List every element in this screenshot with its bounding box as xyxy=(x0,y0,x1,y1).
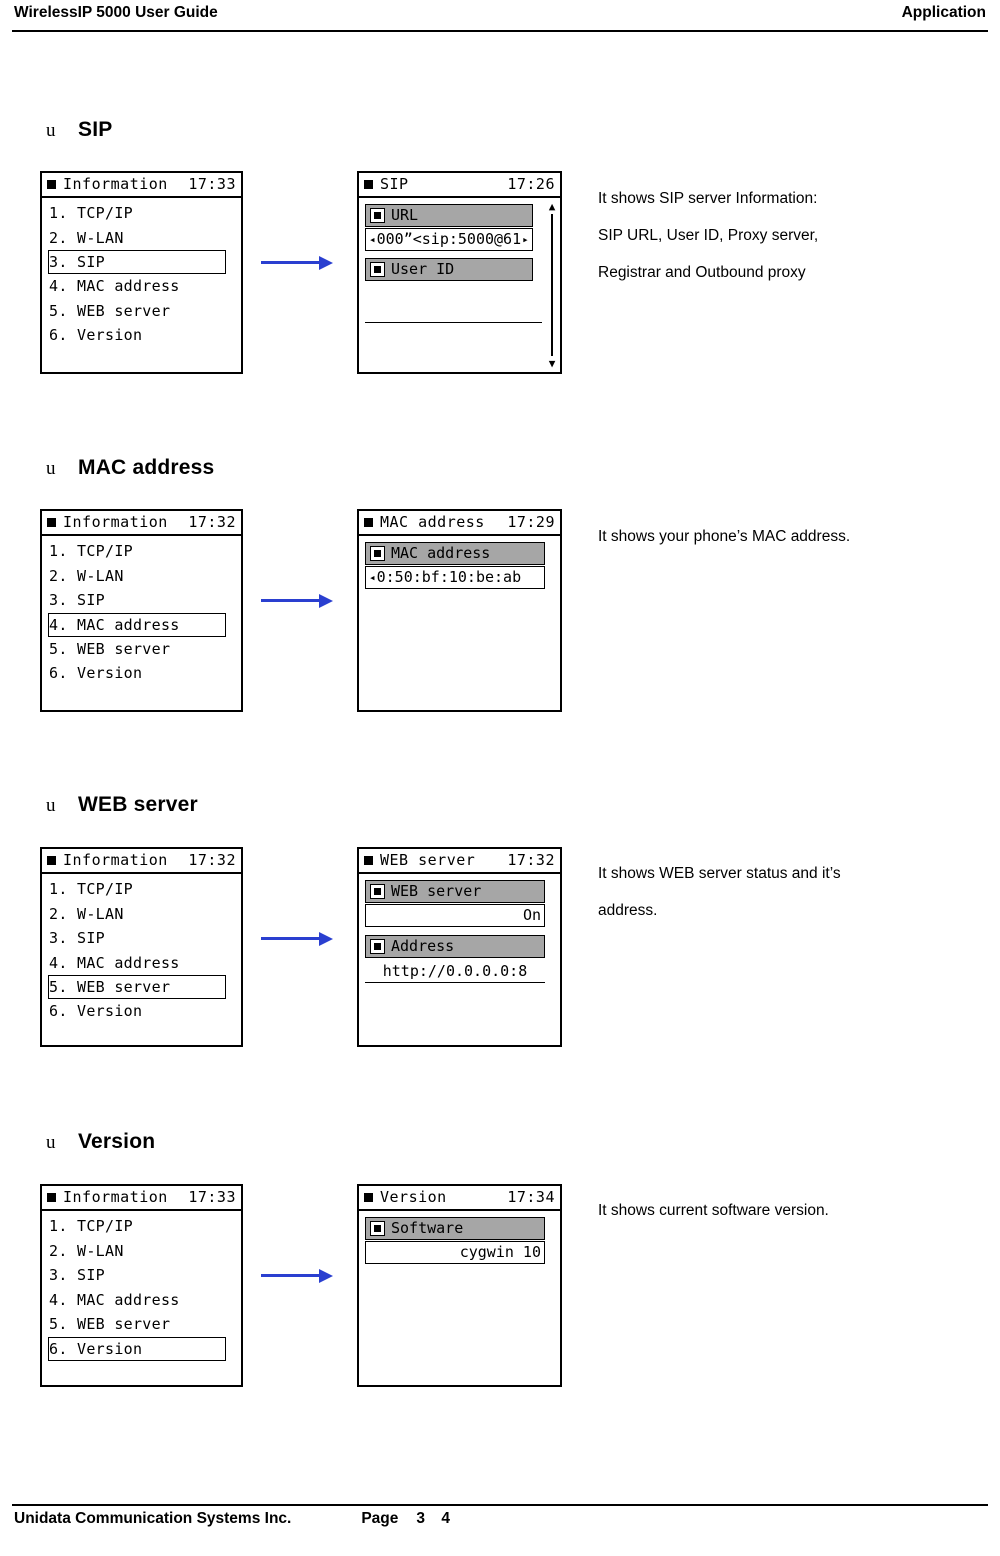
field-label-text: Address xyxy=(391,937,455,955)
field-value-web-server-status[interactable] xyxy=(365,904,545,927)
lcd-menu-list xyxy=(42,536,241,686)
description-line: It shows SIP server Information: xyxy=(598,190,818,207)
menu-item[interactable]: 5. WEB server xyxy=(49,639,171,658)
checkbox-icon xyxy=(370,262,385,277)
footer-page-label: Page xyxy=(361,1510,399,1527)
description-mac-address xyxy=(598,518,978,555)
description-line: Registrar and Outbound proxy xyxy=(598,264,806,281)
description-line: It shows current software version. xyxy=(598,1202,829,1219)
section-heading-sip xyxy=(38,118,112,142)
lcd-field-list xyxy=(359,1211,560,1264)
field-value-text: http://0.0.0.0:8 xyxy=(382,962,528,980)
lcd-title-text: SIP xyxy=(380,175,409,193)
bullet-icon: u xyxy=(46,1132,56,1153)
description-version xyxy=(598,1192,978,1229)
lcd-titlebar xyxy=(359,849,560,874)
lcd-web-server-detail xyxy=(357,847,562,1047)
menu-item[interactable]: 1. TCP/IP xyxy=(49,204,133,222)
square-icon xyxy=(364,180,373,189)
scroll-down-icon[interactable]: ▼ xyxy=(548,357,556,370)
description-line: It shows your phone’s MAC address. xyxy=(598,528,851,545)
lcd-title-text: Information xyxy=(63,851,168,869)
description-line: It shows WEB server status and it’s xyxy=(598,865,841,882)
checkbox-icon xyxy=(370,884,385,899)
square-icon xyxy=(364,1193,373,1202)
field-value-address[interactable] xyxy=(365,961,545,983)
lcd-clock: 17:26 xyxy=(507,175,555,193)
lcd-information-menu-web xyxy=(40,847,243,1047)
lcd-menu-list xyxy=(42,198,241,348)
flow-arrow-icon xyxy=(261,1269,333,1283)
footer-page-number: 3 4 xyxy=(416,1510,456,1527)
square-icon xyxy=(364,856,373,865)
lcd-field-list xyxy=(359,198,560,323)
page-footer xyxy=(0,1510,1000,1528)
menu-item[interactable]: 1. TCP/IP xyxy=(49,1217,133,1235)
menu-item[interactable]: 5. WEB server xyxy=(49,301,171,320)
menu-item[interactable]: 4. MAC address xyxy=(49,953,180,972)
menu-item[interactable]: 6. Version xyxy=(49,326,143,344)
checkbox-icon xyxy=(370,208,385,223)
scroll-up-icon[interactable]: ▲ xyxy=(548,200,556,213)
field-value-text: On xyxy=(522,906,541,924)
lcd-title-text: WEB server xyxy=(380,851,476,869)
lcd-menu-list xyxy=(42,1211,241,1361)
section-title: Version xyxy=(78,1130,156,1153)
lcd-title-text: Information xyxy=(63,175,168,193)
lcd-titlebar xyxy=(42,173,241,198)
lcd-sip-detail xyxy=(357,171,562,374)
menu-item-selected[interactable]: 5. WEB server xyxy=(48,975,226,999)
menu-item[interactable]: 3. SIP xyxy=(49,591,105,609)
menu-item-selected[interactable]: 6. Version xyxy=(48,1337,226,1361)
description-line: SIP URL, User ID, Proxy server, xyxy=(598,227,819,244)
lcd-titlebar xyxy=(359,511,560,536)
description-web-server xyxy=(598,855,978,929)
checkbox-icon xyxy=(370,939,385,954)
header-title-right: Application xyxy=(901,4,986,21)
field-label-web-server xyxy=(365,880,545,903)
lcd-titlebar xyxy=(359,1186,560,1211)
field-label-text: WEB server xyxy=(391,882,482,900)
lcd-clock: 17:34 xyxy=(507,1188,555,1206)
square-icon xyxy=(47,518,56,527)
flow-arrow-icon xyxy=(261,256,333,270)
field-label-text: User ID xyxy=(391,260,455,278)
flow-arrow-icon xyxy=(261,932,333,946)
field-value-mac-address[interactable] xyxy=(365,566,545,589)
header-title-left: WirelessIP 5000 User Guide xyxy=(14,4,218,21)
menu-item[interactable]: 1. TCP/IP xyxy=(49,542,133,560)
lcd-title-text: Version xyxy=(380,1188,447,1206)
menu-item[interactable]: 2. W-LAN xyxy=(49,1241,124,1260)
menu-item[interactable]: 2. W-LAN xyxy=(49,566,124,585)
field-label-user-id xyxy=(365,258,533,281)
lcd-information-menu-sip xyxy=(40,171,243,374)
description-sip xyxy=(598,180,978,291)
description-line: address. xyxy=(598,902,658,919)
menu-item[interactable]: 2. W-LAN xyxy=(49,904,124,923)
section-title: MAC address xyxy=(78,456,215,479)
field-value-software-version[interactable] xyxy=(365,1241,545,1264)
lcd-clock: 17:32 xyxy=(188,851,236,869)
section-heading-web-server xyxy=(38,793,198,817)
scrollbar[interactable] xyxy=(546,200,558,370)
field-value-url[interactable] xyxy=(365,228,533,251)
bullet-icon: u xyxy=(46,458,56,479)
checkbox-icon xyxy=(370,546,385,561)
menu-item[interactable]: 3. SIP xyxy=(49,1266,105,1284)
field-label-software xyxy=(365,1217,545,1240)
footer-company: Unidata Communication Systems Inc. xyxy=(14,1510,292,1527)
section-heading-mac-address xyxy=(38,456,214,480)
field-label-text: URL xyxy=(391,206,419,224)
lcd-title-text: Information xyxy=(63,513,168,531)
section-heading-version xyxy=(38,1130,155,1154)
lcd-titlebar xyxy=(359,173,560,198)
lcd-title-text: MAC address xyxy=(380,513,485,531)
menu-item[interactable]: 6. Version xyxy=(49,1002,143,1020)
square-icon xyxy=(47,180,56,189)
square-icon xyxy=(47,1193,56,1202)
menu-item[interactable]: 4. MAC address xyxy=(49,1290,180,1309)
lcd-title-text: Information xyxy=(63,1188,168,1206)
lcd-clock: 17:32 xyxy=(507,851,555,869)
lcd-clock: 17:33 xyxy=(188,175,236,193)
field-value-text: ◂ 0:50:bf:10:be:ab xyxy=(376,568,522,586)
field-label-text: MAC address xyxy=(391,544,491,562)
lcd-field-list xyxy=(359,874,560,983)
lcd-version-detail xyxy=(357,1184,562,1387)
square-icon xyxy=(364,518,373,527)
field-value-text: ◂ 000”<sip:5000@61 xyxy=(376,230,522,248)
field-label-address xyxy=(365,935,545,958)
lcd-clock: 17:33 xyxy=(188,1188,236,1206)
lcd-menu-list xyxy=(42,874,241,1024)
menu-item[interactable]: 6. Version xyxy=(49,664,143,682)
section-title: WEB server xyxy=(78,793,198,816)
checkbox-icon xyxy=(370,1221,385,1236)
page-header xyxy=(0,0,1000,34)
lcd-field-list xyxy=(359,536,560,589)
lcd-mac-address-detail xyxy=(357,509,562,712)
field-value-text: cygwin 10 xyxy=(459,1243,541,1261)
footer-divider xyxy=(12,1504,988,1506)
field-label-text: Software xyxy=(391,1219,464,1237)
menu-item-selected[interactable]: 3. SIP xyxy=(48,250,226,274)
menu-item[interactable]: 1. TCP/IP xyxy=(49,880,133,898)
lcd-titlebar xyxy=(42,1186,241,1211)
lcd-clock: 17:29 xyxy=(507,513,555,531)
menu-item[interactable]: 3. SIP xyxy=(49,929,105,947)
lcd-titlebar xyxy=(42,511,241,536)
menu-item[interactable]: 2. W-LAN xyxy=(49,228,124,247)
menu-item[interactable]: 5. WEB server xyxy=(49,1315,171,1333)
field-label-url xyxy=(365,204,533,227)
square-icon xyxy=(47,856,56,865)
flow-arrow-icon xyxy=(261,594,333,608)
section-title: SIP xyxy=(78,118,113,141)
header-divider xyxy=(12,30,988,32)
lcd-titlebar xyxy=(42,849,241,874)
field-label-mac-address xyxy=(365,542,545,565)
lcd-clock: 17:32 xyxy=(188,513,236,531)
lcd-information-menu-mac xyxy=(40,509,243,712)
bullet-icon: u xyxy=(46,795,56,816)
field-separator xyxy=(365,321,542,323)
menu-item-selected[interactable]: 4. MAC address xyxy=(48,613,226,637)
menu-item[interactable]: 4. MAC address xyxy=(49,277,180,295)
bullet-icon: u xyxy=(46,120,56,141)
lcd-information-menu-version xyxy=(40,1184,243,1387)
